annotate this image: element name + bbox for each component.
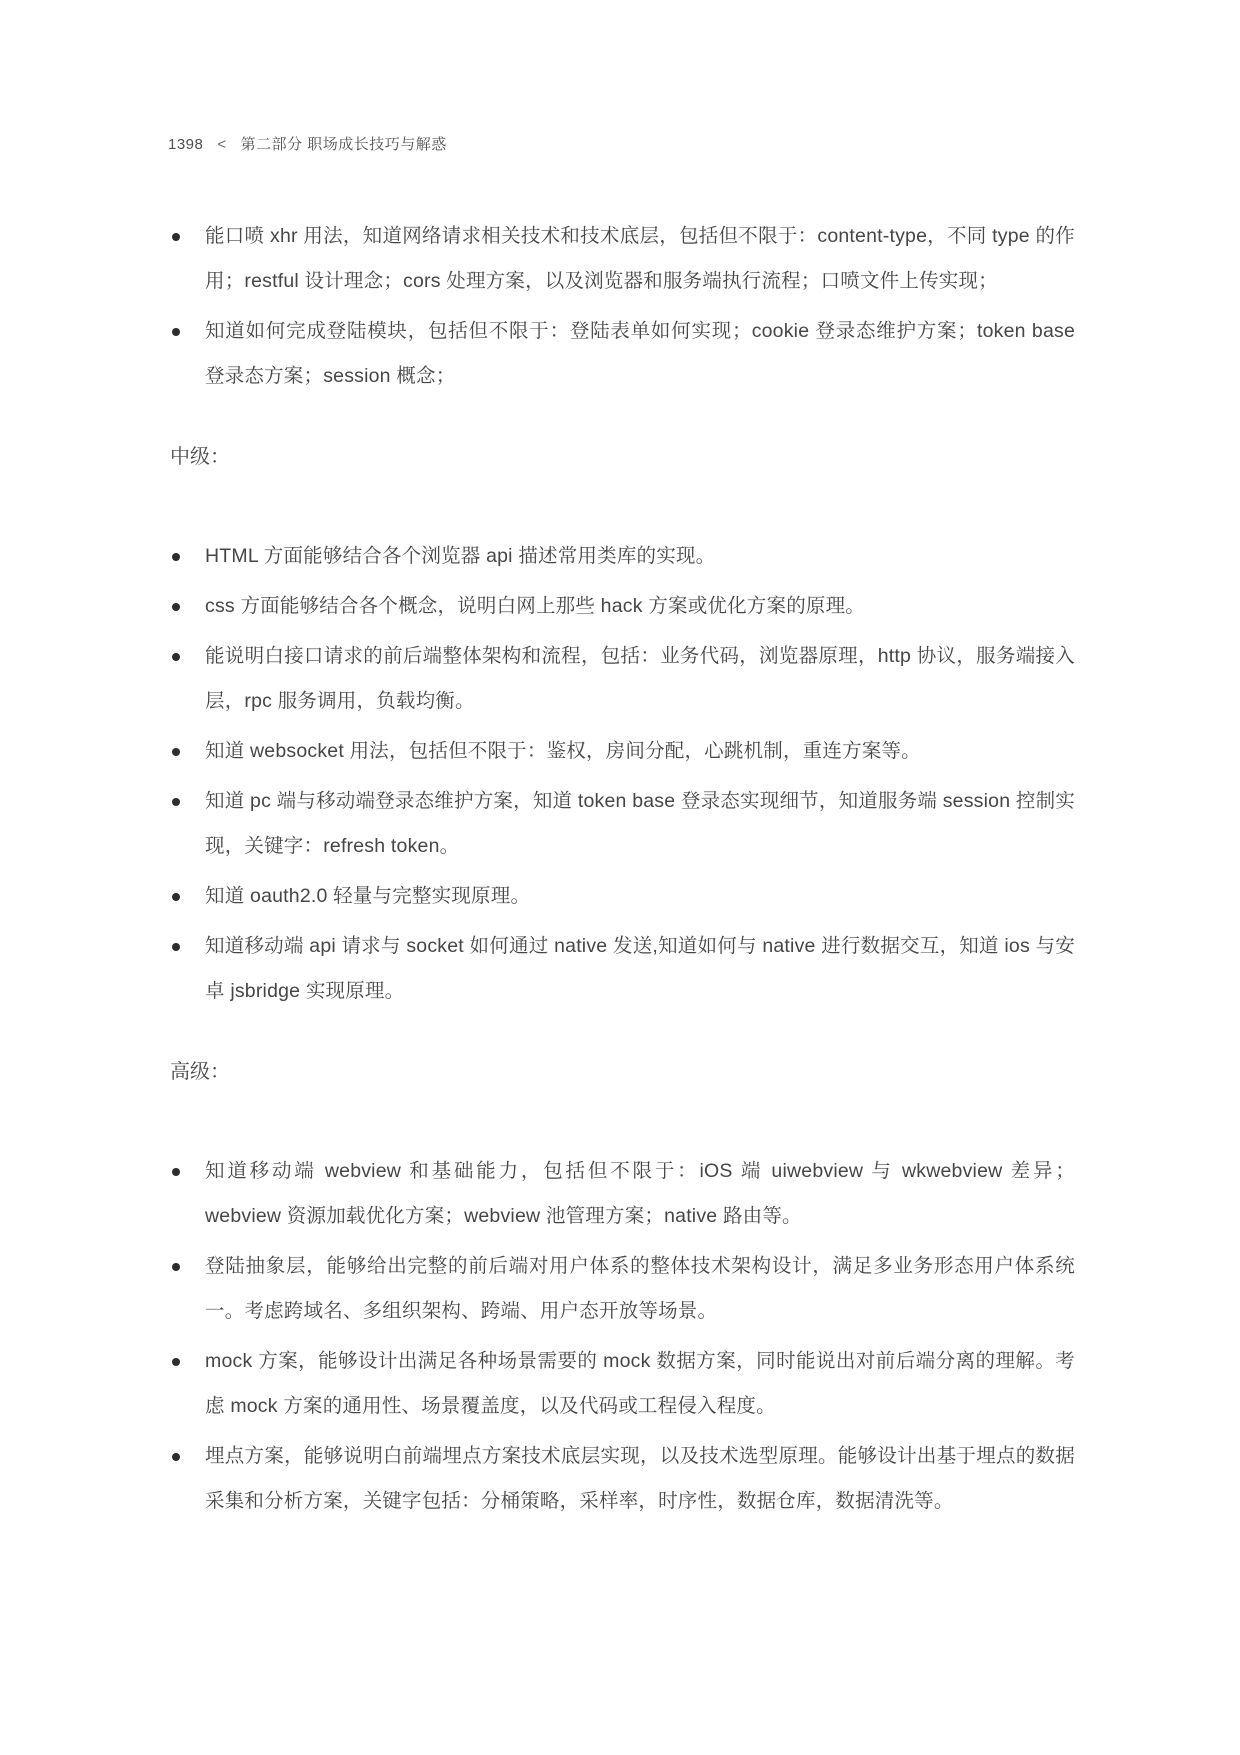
bullet-dot-icon — [172, 1453, 180, 1461]
bullet-dot-icon — [172, 233, 180, 241]
bullet-list-basic — [168, 214, 1075, 399]
bullet-marker — [168, 874, 205, 919]
bullet-marker — [168, 924, 205, 969]
bullet-list-intermediate — [168, 534, 1075, 1014]
bullet-dot-icon — [172, 943, 180, 951]
bullet-marker — [168, 1244, 205, 1289]
bullet-dot-icon — [172, 328, 180, 336]
bullet-list-advanced — [168, 1149, 1075, 1524]
list-item — [168, 1149, 1075, 1239]
list-item — [168, 874, 1075, 919]
section-heading-intermediate: 中级： — [170, 446, 230, 468]
section-heading-advanced: 高级： — [170, 1061, 230, 1083]
bullet-marker — [168, 779, 205, 824]
bullet-dot-icon — [172, 1263, 180, 1271]
bullet-marker — [168, 729, 205, 774]
list-item — [168, 634, 1075, 724]
list-item-text: css 方面能够结合各个概念，说明白网上那些 hack 方案或优化方案的原理。 — [205, 595, 865, 617]
bullet-marker — [168, 584, 205, 629]
list-item-text: 知道 websocket 用法，包括但不限于：鉴权，房间分配，心跳机制，重连方案等。 — [205, 740, 921, 762]
list-item — [168, 309, 1075, 399]
list-item — [168, 729, 1075, 774]
list-item — [168, 1244, 1075, 1334]
bullet-marker — [168, 534, 205, 579]
list-item — [168, 779, 1075, 869]
bullet-marker — [168, 1339, 205, 1384]
bullet-dot-icon — [172, 1358, 180, 1366]
list-item-text: mock 方案，能够设计出满足各种场景需要的 mock 数据方案，同时能说出对前后端分离的理解。考虑 mock 方案的通用性、场景覆盖度，以及代码或工程侵入程度。 — [205, 1350, 1075, 1417]
bullet-dot-icon — [172, 1168, 180, 1176]
bullet-marker — [168, 214, 205, 259]
list-item — [168, 1434, 1075, 1524]
list-item-text: 能说明白接口请求的前后端整体架构和流程，包括：业务代码，浏览器原理，http 协议，服务端接入层，rpc 服务调用，负载均衡。 — [205, 645, 1075, 712]
header-separator: < — [217, 136, 227, 153]
list-item-text: 知道移动端 api 请求与 socket 如何通过 native 发送,知道如何与 native 进行数据交互，知道 ios 与安卓 jsbridge 实现原理。 — [205, 935, 1075, 1002]
bullet-marker — [168, 309, 205, 354]
list-item — [168, 1339, 1075, 1429]
section-title: 第二部分 职场成长技巧与解惑 — [240, 136, 447, 153]
bullet-dot-icon — [172, 553, 180, 561]
page-number: 1398 — [168, 136, 204, 153]
list-item — [168, 214, 1075, 304]
list-item-text: 知道移动端 webview 和基础能力，包括但不限于：iOS 端 uiwebview 与 wkwebview 差异；webview 资源加载优化方案；webview 池管理方案；native 路由等。 — [205, 1160, 1075, 1227]
list-item-text: 登陆抽象层，能够给出完整的前后端对用户体系的整体技术架构设计，满足多业务形态用户体系统一。考虑跨域名、多组织架构、跨端、用户态开放等场景。 — [205, 1255, 1075, 1322]
list-item-text: 埋点方案，能够说明白前端埋点方案技术底层实现，以及技术选型原理。能够设计出基于埋点的数据采集和分析方案，关键字包括：分桶策略，采样率，时序性，数据仓库，数据清洗等。 — [205, 1445, 1075, 1512]
bullet-dot-icon — [172, 798, 180, 806]
bullet-marker — [168, 1434, 205, 1479]
page-content — [168, 214, 1075, 1524]
list-item — [168, 534, 1075, 579]
list-item-text: 能口喷 xhr 用法，知道网络请求相关技术和技术底层，包括但不限于：content-type，不同 type 的作用；restful 设计理念；cors 处理方案，以及浏览器和服务端执行流程；口喷文件上传实现； — [205, 225, 1075, 292]
list-item-text: 知道如何完成登陆模块，包括但不限于：登陆表单如何实现；cookie 登录态维护方案；token base 登录态方案；session 概念； — [205, 320, 1075, 387]
bullet-dot-icon — [172, 893, 180, 901]
list-item-text: 知道 pc 端与移动端登录态维护方案，知道 token base 登录态实现细节，知道服务端 session 控制实现，关键字：refresh token。 — [205, 790, 1075, 857]
list-item — [168, 584, 1075, 629]
bullet-marker — [168, 634, 205, 679]
bullet-dot-icon — [172, 603, 180, 611]
bullet-dot-icon — [172, 748, 180, 756]
bullet-dot-icon — [172, 653, 180, 661]
list-item-text: 知道 oauth2.0 轻量与完整实现原理。 — [205, 885, 531, 907]
bullet-marker — [168, 1149, 205, 1194]
list-item-text: HTML 方面能够结合各个浏览器 api 描述常用类库的实现。 — [205, 545, 716, 567]
page-header — [168, 133, 1075, 154]
list-item — [168, 924, 1075, 1014]
